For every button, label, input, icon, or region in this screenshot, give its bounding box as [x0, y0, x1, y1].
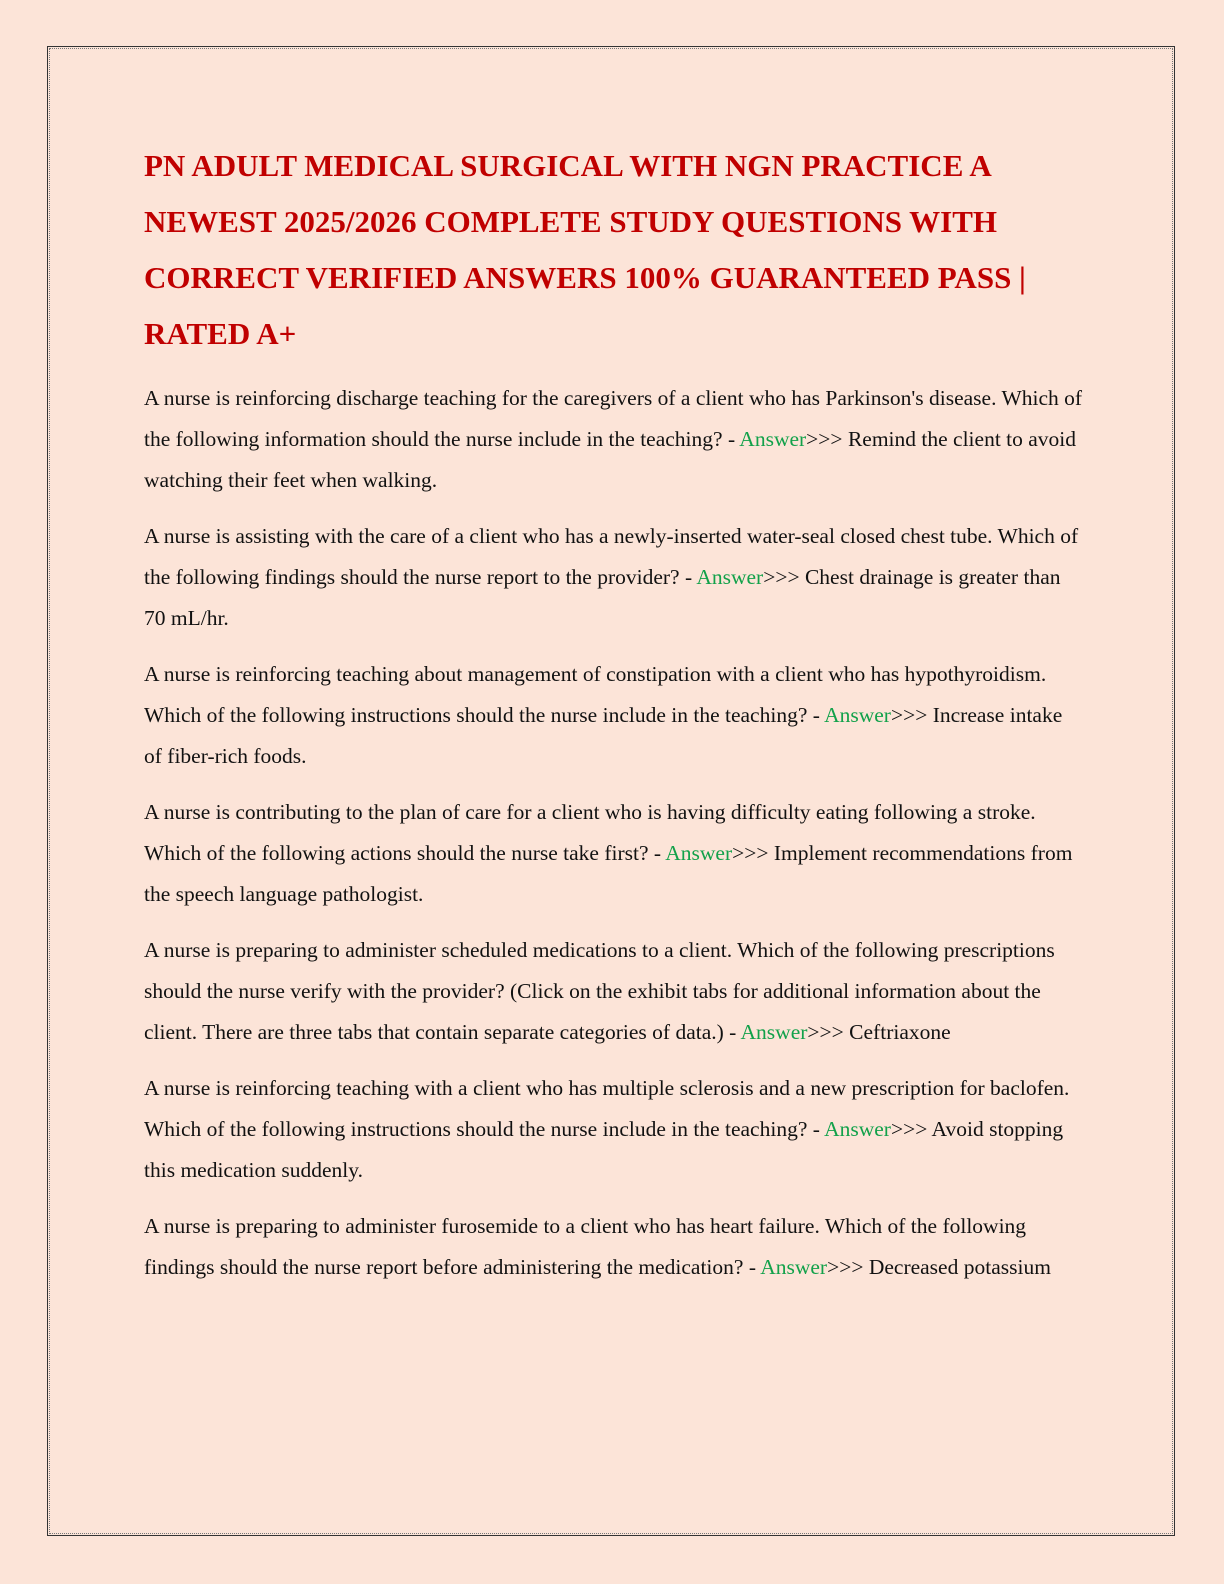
- qa-item: [144, 378, 1084, 501]
- question-text: A nurse is preparing to administer furosemide to a client who has heart failure. Which of the following findings should the nurse report before administering the medication? -: [144, 1214, 1027, 1279]
- answer-marker: >>>: [807, 1020, 850, 1044]
- qa-item: [144, 516, 1084, 639]
- document-body: [144, 138, 1084, 1303]
- qa-item: [144, 792, 1084, 915]
- answer-text: Remind the client to avoid watching their feet when walking.: [144, 427, 1077, 492]
- answer-marker: >>>: [806, 427, 848, 451]
- question-text: A nurse is preparing to administer scheduled medications to a client. Which of the following prescriptions should the nurse verify with the provider? (Click on the exhibit tabs for additional information about the client. There are three tabs that contain separate categories of data.) -: [144, 938, 1055, 1044]
- answer-marker: >>>: [732, 841, 774, 865]
- question-text: A nurse is assisting with the care of a client who has a newly-inserted water-seal closed chest tube. Which of the following findings should the nurse report to the provider? -: [144, 524, 1079, 589]
- question-text: A nurse is reinforcing discharge teaching for the caregivers of a client who has Parkinson's disease. Which of the following information should the nurse include in the teaching? -: [144, 386, 1083, 451]
- answer-text: Increase intake of fiber-rich foods.: [144, 703, 1063, 768]
- qa-item: [144, 1206, 1084, 1288]
- answer-label: Answer: [760, 1255, 828, 1279]
- answer-label: Answer: [824, 703, 891, 727]
- answer-label: Answer: [696, 565, 764, 589]
- answer-text: Ceftriaxone: [849, 1020, 951, 1044]
- question-text: A nurse is reinforcing teaching with a client who has multiple sclerosis and a new prescription for baclofen. Which of the following instructions should the nurse include in the teaching? -: [144, 1076, 1070, 1141]
- answer-marker: >>>: [890, 703, 933, 727]
- question-text: A nurse is reinforcing teaching about management of constipation with a client who has hypothyroidism. Which of the following instructions should the nurse include in the teaching? -: [144, 662, 1047, 727]
- qa-item: [144, 930, 1084, 1053]
- answer-marker: >>>: [890, 1117, 932, 1141]
- answer-text: Implement recommendations from the speech language pathologist.: [144, 841, 1073, 906]
- answer-text: Chest drainage is greater than 70 mL/hr.: [144, 565, 1061, 630]
- answer-marker: >>>: [827, 1255, 869, 1279]
- answer-label: Answer: [824, 1117, 891, 1141]
- answer-text: Decreased potassium: [868, 1255, 1051, 1279]
- answer-label: Answer: [665, 841, 733, 865]
- answer-label: Answer: [740, 1020, 808, 1044]
- document-title: PN ADULT MEDICAL SURGICAL WITH NGN PRACTICE A NEWEST 2025/2026 COMPLETE STUDY QUESTIONS WITH CORRECT VERIFIED ANSWERS 100% GUARANTEED PASS | RATED A+: [144, 148, 1026, 351]
- question-text: A nurse is contributing to the plan of care for a client who is having difficulty eating following a stroke. Which of the following actions should the nurse take first? -: [144, 800, 1036, 865]
- answer-text: Avoid stopping this medication suddenly.: [144, 1117, 1064, 1182]
- qa-item: [144, 654, 1084, 777]
- answer-marker: >>>: [763, 565, 805, 589]
- qa-item: [144, 1068, 1084, 1191]
- answer-label: Answer: [739, 427, 807, 451]
